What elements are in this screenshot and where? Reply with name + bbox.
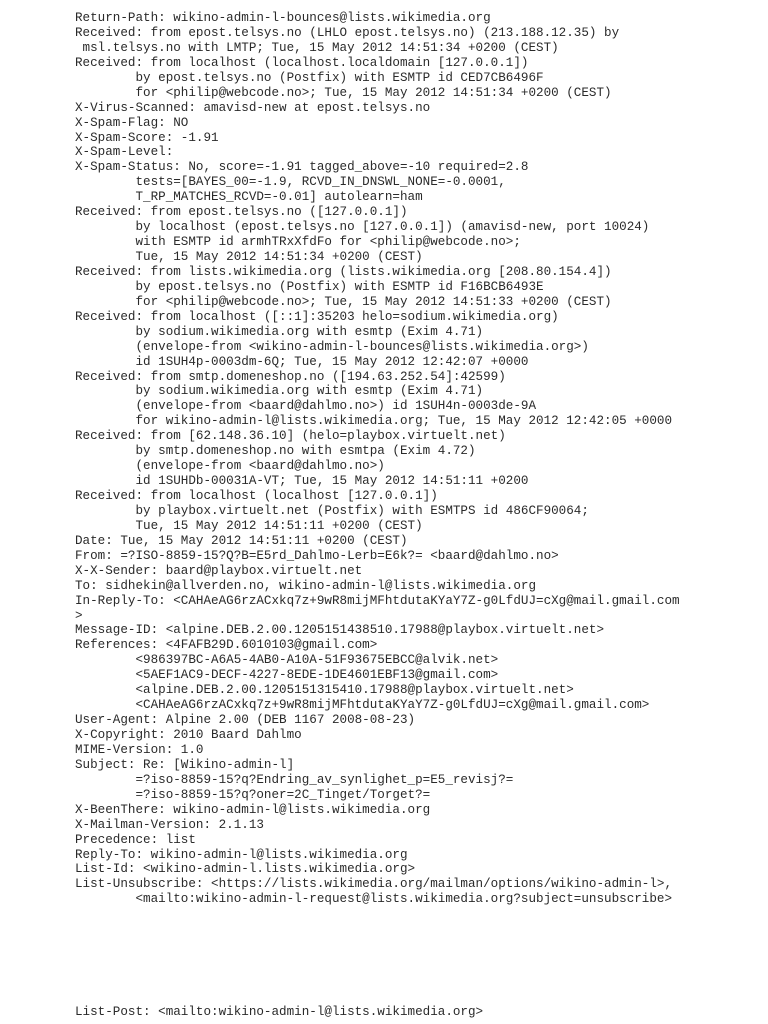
header-line: Tue, 15 May 2012 14:51:11 +0200 (CEST) [75, 518, 423, 533]
header-line: List-Unsubscribe: <https://lists.wikimedia.org/mailman/options/wikino-admin-l>, [75, 877, 673, 892]
header-line: To: sidhekin@allverden.no, wikino-admin-l@lists.wikimedia.org [75, 578, 537, 593]
header-line: for <philip@webcode.no>; Tue, 15 May 2012 14:51:34 +0200 (CEST) [75, 85, 612, 100]
header-line: > [75, 608, 83, 623]
header-line: Received: from epost.telsys.no ([127.0.0.1]) [75, 205, 408, 220]
header-line: T_RP_MATCHES_RCVD=-0.01] autolearn=ham [75, 190, 423, 205]
header-line: X-Spam-Status: No, score=-1.91 tagged_above=-10 required=2.8 [75, 160, 529, 175]
header-line: X-BeenThere: wikino-admin-l@lists.wikimedia.org [75, 802, 431, 817]
header-line: Received: from epost.telsys.no (LHLO epost.telsys.no) (213.188.12.35) by [75, 25, 620, 40]
header-line: <986397BC-A6A5-4AB0-A10A-51F93675EBCC@alvik.net> [75, 653, 499, 668]
header-line: <5AEF1AC9-DECF-4227-8EDE-1DE4601EBF13@gmail.com> [75, 668, 499, 683]
header-line: tests=[BAYES_00=-1.9, RCVD_IN_DNSWL_NONE=-0.0001, [75, 175, 506, 190]
header-line: Received: from [62.148.36.10] (helo=playbox.virtuelt.net) [75, 429, 506, 444]
header-line: by epost.telsys.no (Postfix) with ESMTP id CED7CB6496F [75, 70, 544, 85]
header-line: X-X-Sender: baard@playbox.virtuelt.net [75, 563, 363, 578]
header-line: by localhost (epost.telsys.no [127.0.0.1]) (amavisd-new, port 10024) [75, 220, 650, 235]
header-line: X-Spam-Level: [75, 145, 174, 160]
header-line: Return-Path: wikino-admin-l-bounces@lists.wikimedia.org [75, 11, 491, 25]
header-line: for wikino-admin-l@lists.wikimedia.org; Tue, 15 May 2012 12:42:05 +0000 [75, 414, 673, 429]
header-line: User-Agent: Alpine 2.00 (DEB 1167 2008-08-23) [75, 713, 416, 728]
header-line: msl.telsys.no with LMTP; Tue, 15 May 2012 14:51:34 +0200 (CEST) [75, 40, 559, 55]
header-line: List-Id: <wikino-admin-l.lists.wikimedia.org> [75, 862, 416, 877]
list-post-header: List-Post: <mailto:wikino-admin-l@lists.wikimedia.org> [75, 1005, 484, 1019]
header-line: Subject: Re: [Wikino-admin-l] [75, 757, 295, 772]
header-line: Tue, 15 May 2012 14:51:34 +0200 (CEST) [75, 250, 423, 264]
header-line: =?iso-8859-15?q?Endring_av_synlighet_p=E5_revisj?= [75, 772, 514, 787]
header-line: Message-ID: <alpine.DEB.2.00.1205151438510.17988@playbox.virtuelt.net> [75, 623, 605, 638]
header-line: X-Copyright: 2010 Baard Dahlmo [75, 728, 302, 742]
header-line: <mailto:wikino-admin-l-request@lists.wikimedia.org?subject=unsubscribe> [75, 892, 673, 907]
header-line: Received: from localhost ([::1]:35203 helo=sodium.wikimedia.org) [75, 309, 559, 324]
header-line: X-Mailman-Version: 2.1.13 [75, 817, 264, 832]
header-line: References: <4FAFB29D.6010103@gmail.com> [75, 638, 378, 653]
header-line: (envelope-from <baard@dahlmo.no>) id 1SUH4n-0003de-9A [75, 399, 537, 414]
header-line: =?iso-8859-15?q?oner=2C_Tinget/Torget?= [75, 787, 431, 802]
header-line: Received: from localhost (localhost.localdomain [127.0.0.1]) [75, 55, 529, 70]
header-line: <alpine.DEB.2.00.1205151315410.17988@playbox.virtuelt.net> [75, 683, 574, 698]
header-line: id 1SUH4p-0003dm-6Q; Tue, 15 May 2012 12:42:07 +0000 [75, 354, 529, 369]
header-line: X-Spam-Score: -1.91 [75, 130, 219, 145]
header-line: Precedence: list [75, 832, 196, 847]
header-line: with ESMTP id armhTRxXfdFo for <philip@webcode.no>; [75, 235, 521, 250]
header-line: for <philip@webcode.no>; Tue, 15 May 2012 14:51:33 +0200 (CEST) [75, 294, 612, 309]
header-line: Received: from smtp.domeneshop.no ([194.63.252.54]:42599) [75, 369, 506, 384]
header-line: Date: Tue, 15 May 2012 14:51:11 +0200 (CEST) [75, 533, 408, 548]
header-line: by playbox.virtuelt.net (Postfix) with ESMTPS id 486CF90064; [75, 503, 589, 518]
header-line: From: =?ISO-8859-15?Q?B=E5rd_Dahlmo-Lerb=E6k?= <baard@dahlmo.no> [75, 548, 559, 563]
header-line: Reply-To: wikino-admin-l@lists.wikimedia.org [75, 847, 408, 862]
header-line: (envelope-from <wikino-admin-l-bounces@lists.wikimedia.org>) [75, 339, 589, 354]
header-line: (envelope-from <baard@dahlmo.no>) [75, 459, 385, 474]
header-line: by sodium.wikimedia.org with esmtp (Exim 4.71) [75, 324, 484, 339]
header-line: Received: from localhost (localhost [127.0.0.1]) [75, 489, 438, 503]
header-line: by sodium.wikimedia.org with esmtp (Exim 4.71) [75, 384, 484, 399]
header-line: X-Spam-Flag: NO [75, 115, 189, 130]
header-line: <CAHAeAG6rzACxkq7z+9wR8mijMFhtdutaKYaY7Z-g0LfdUJ=cXg@mail.gmail.com> [75, 698, 650, 713]
email-headers [75, 11, 765, 907]
header-line: id 1SUHDb-00031A-VT; Tue, 15 May 2012 14:51:11 +0200 [75, 474, 529, 489]
header-line: MIME-Version: 1.0 [75, 742, 204, 757]
header-line: by epost.telsys.no (Postfix) with ESMTP id F16BCB6493E [75, 279, 544, 294]
header-line: Received: from lists.wikimedia.org (lists.wikimedia.org [208.80.154.4]) [75, 264, 612, 279]
header-line: by smtp.domeneshop.no with esmtpa (Exim 4.72) [75, 444, 476, 459]
header-line: In-Reply-To: <CAHAeAG6rzACxkq7z+9wR8mijMFhtdutaKYaY7Z-g0LfdUJ=cXg@mail.gmail.com [75, 593, 680, 608]
header-line: X-Virus-Scanned: amavisd-new at epost.telsys.no [75, 100, 431, 115]
